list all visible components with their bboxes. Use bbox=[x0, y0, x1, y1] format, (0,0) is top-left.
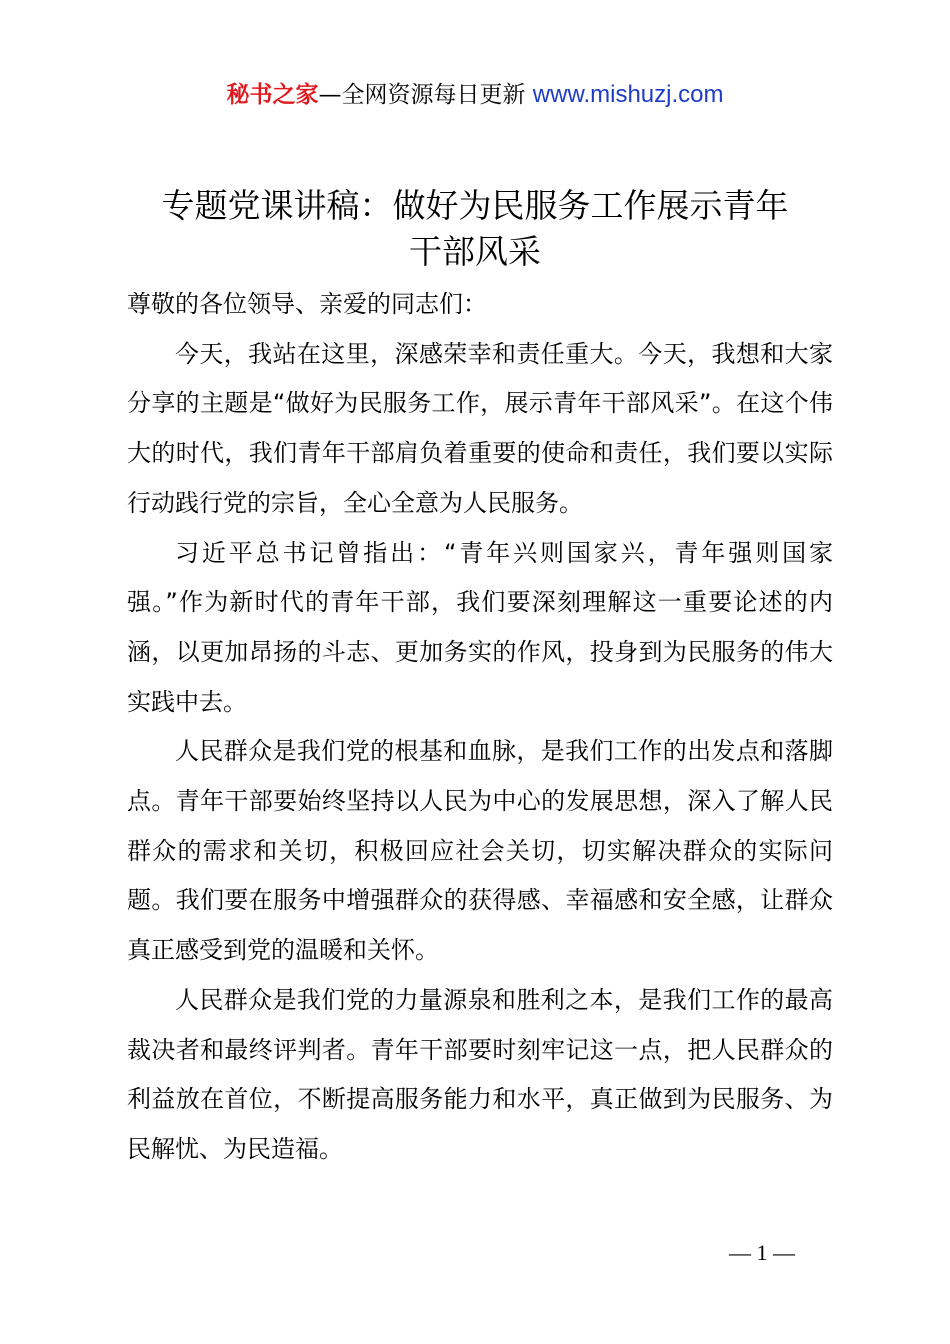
page-number: — 1 — bbox=[729, 1240, 795, 1265]
paragraph-4: 人民群众是我们党的力量源泉和胜利之本，是我们工作的最高裁决者和最终评判者。青年干部要时刻牢记这一点，把人民群众的利益放在首位，不断提高服务能力和水平，真正做到为民服务、为民解忧、为民造福。 bbox=[127, 985, 833, 1163]
document-title bbox=[100, 183, 850, 275]
brand-name: 秘书之家 bbox=[226, 82, 319, 108]
document-body bbox=[127, 280, 833, 1175]
document-title-line-2: 干部风采 bbox=[409, 232, 541, 271]
header-tagline: —全网资源每日更新 bbox=[318, 82, 533, 108]
salutation: 尊敬的各位领导、亲爱的同志们： bbox=[127, 290, 487, 318]
document-title-line-1: 专题党课讲稿：做好为民服务工作展示青年 bbox=[161, 186, 789, 225]
paragraph-2: 习近平总书记曾指出：“青年兴则国家兴，青年强则国家强。”作为新时代的青年干部，我们要深刻理解这一重要论述的内涵，以更加昂扬的斗志、更加务实的作风，投身到为民服务的伟大实践中去。 bbox=[127, 538, 833, 716]
paragraph-3: 人民群众是我们党的根基和血脉，是我们工作的出发点和落脚点。青年干部要始终坚持以人民为中心的发展思想，深入了解人民群众的需求和关切，积极回应社会关切，切实解决群众的实际问题。我们要在服务中增强群众的获得感、幸福感和安全感，让群众真正感受到党的温暖和关怀。 bbox=[127, 737, 833, 965]
site-url-link[interactable]: www.mishuzj.com bbox=[532, 81, 724, 108]
paragraph-1: 今天，我站在这里，深感荣幸和责任重大。今天，我想和大家分享的主题是“做好为民服务工作，展示青年干部风采”。在这个伟大的时代，我们青年干部肩负着重要的使命和责任，我们要以实际行动践行党的宗旨，全心全意为人民服务。 bbox=[127, 339, 833, 517]
page-header bbox=[0, 78, 950, 112]
